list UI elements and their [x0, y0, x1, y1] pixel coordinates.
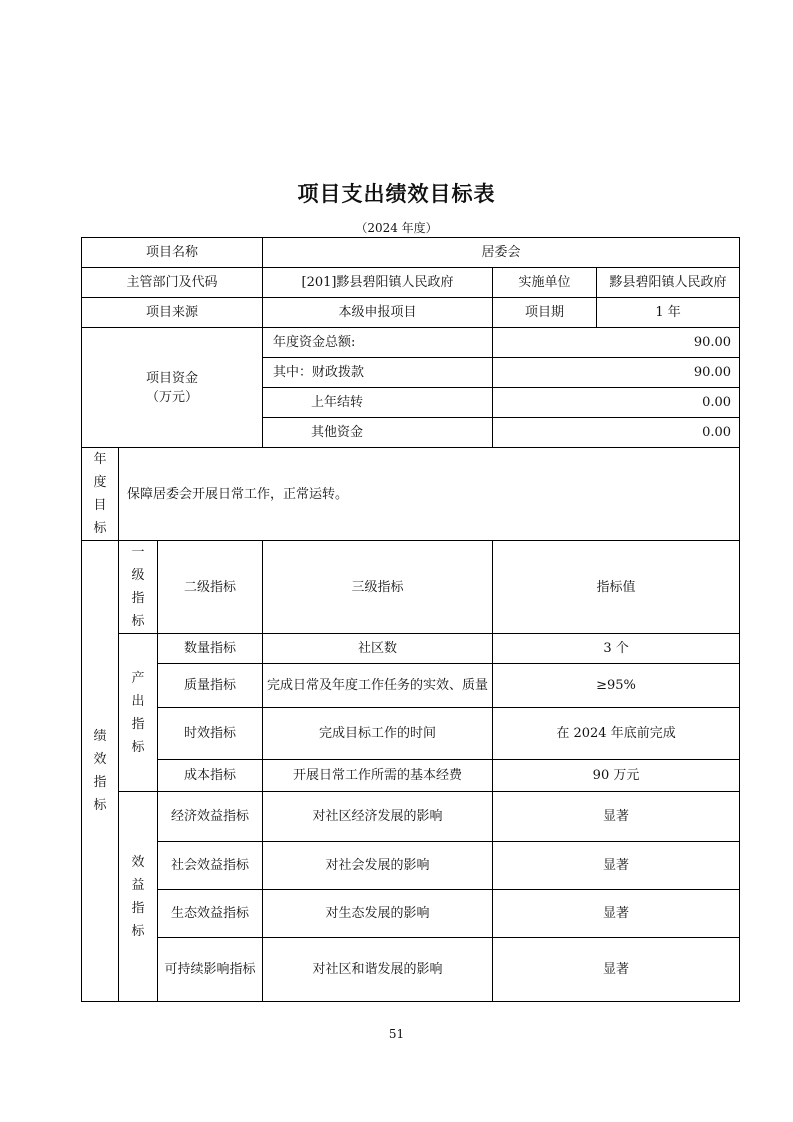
funds-fiscal-value: 90.00 — [493, 358, 740, 388]
benefit-l2-social: 社会效益指标 — [158, 842, 263, 890]
benefit-l3-ecological: 对生态发展的影响 — [263, 890, 493, 938]
dept-value: [201]黟县碧阳镇人民政府 — [263, 268, 493, 298]
period-label: 项目期 — [493, 298, 597, 328]
benefit-value-sustainable: 显著 — [493, 938, 740, 1002]
table-row — [82, 760, 740, 792]
output-value-cost: 90 万元 — [493, 760, 740, 792]
output-l2-quality: 质量指标 — [158, 664, 263, 708]
table-row — [82, 890, 740, 938]
annual-goal-text: 保障居委会开展日常工作，正常运转。 — [119, 448, 740, 541]
funds-label: 项目资金 — [146, 370, 199, 386]
funds-carryover-value: 0.00 — [493, 388, 740, 418]
funds-other-label: 其他资金 — [263, 418, 493, 448]
value-header: 指标值 — [493, 541, 740, 634]
performance-goal-table — [81, 237, 740, 1002]
output-l3-quality: 完成日常及年度工作任务的实效、质量 — [263, 664, 493, 708]
output-l2-quantity: 数量指标 — [158, 634, 263, 664]
funds-label-cell — [82, 328, 263, 448]
output-value-timeliness: 在 2024 年底前完成 — [493, 708, 740, 760]
output-label: 产出指标 — [131, 670, 145, 755]
benefit-l3-social: 对社会发展的影响 — [263, 842, 493, 890]
benefit-value-ecological: 显著 — [493, 890, 740, 938]
funds-unit: （万元） — [146, 389, 199, 405]
table-row — [82, 938, 740, 1002]
funds-total-label: 年度资金总额: — [263, 328, 493, 358]
benefit-l2-sustainable: 可持续影响指标 — [158, 938, 263, 1002]
output-l3-timeliness: 完成目标工作的时间 — [263, 708, 493, 760]
benefit-value-social: 显著 — [493, 842, 740, 890]
impl-unit-label: 实施单位 — [493, 268, 597, 298]
perf-indicators-label-cell — [82, 541, 119, 1002]
dept-label: 主管部门及代码 — [82, 268, 263, 298]
benefit-l3-economic: 对社区经济发展的影响 — [263, 792, 493, 842]
project-name-value: 居委会 — [263, 238, 740, 268]
document-year: （2024 年度） — [355, 221, 438, 235]
table-row — [82, 664, 740, 708]
table-row — [82, 792, 740, 842]
output-l2-cost: 成本指标 — [158, 760, 263, 792]
funds-carryover-label: 上年结转 — [263, 388, 493, 418]
annual-goal-label: 年度目标 — [93, 452, 107, 536]
perf-indicators-label: 绩效指标 — [93, 729, 107, 813]
source-value: 本级申报项目 — [263, 298, 493, 328]
output-l2-timeliness: 时效指标 — [158, 708, 263, 760]
level3-header: 三级指标 — [263, 541, 493, 634]
impl-unit-value: 黟县碧阳镇人民政府 — [597, 268, 740, 298]
output-label-cell — [119, 634, 158, 792]
benefit-l3-sustainable: 对社区和谐发展的影响 — [263, 938, 493, 1002]
level2-header: 二级指标 — [158, 541, 263, 634]
output-value-quantity: 3 个 — [493, 634, 740, 664]
funds-other-value: 0.00 — [493, 418, 740, 448]
benefit-l2-economic: 经济效益指标 — [158, 792, 263, 842]
output-l3-cost: 开展日常工作所需的基本经费 — [263, 760, 493, 792]
benefit-label: 效益指标 — [131, 854, 145, 939]
source-label: 项目来源 — [82, 298, 263, 328]
funds-fiscal-label: 其中：财政拨款 — [263, 358, 493, 388]
project-name-label: 项目名称 — [82, 238, 263, 268]
output-value-quality: ≥95% — [493, 664, 740, 708]
document-title: 项目支出绩效目标表 — [297, 182, 496, 206]
table-row — [82, 634, 740, 664]
period-value: 1 年 — [597, 298, 740, 328]
page-number: 51 — [388, 1027, 405, 1041]
benefit-label-cell — [119, 792, 158, 1002]
funds-total-value: 90.00 — [493, 328, 740, 358]
benefit-l2-ecological: 生态效益指标 — [158, 890, 263, 938]
benefit-value-economic: 显著 — [493, 792, 740, 842]
table-row — [82, 708, 740, 760]
annual-goal-label-cell — [82, 448, 119, 541]
output-l3-quantity: 社区数 — [263, 634, 493, 664]
table-row — [82, 842, 740, 890]
level1-header-cell — [119, 541, 158, 634]
level1-header: 一级指标 — [131, 545, 145, 629]
